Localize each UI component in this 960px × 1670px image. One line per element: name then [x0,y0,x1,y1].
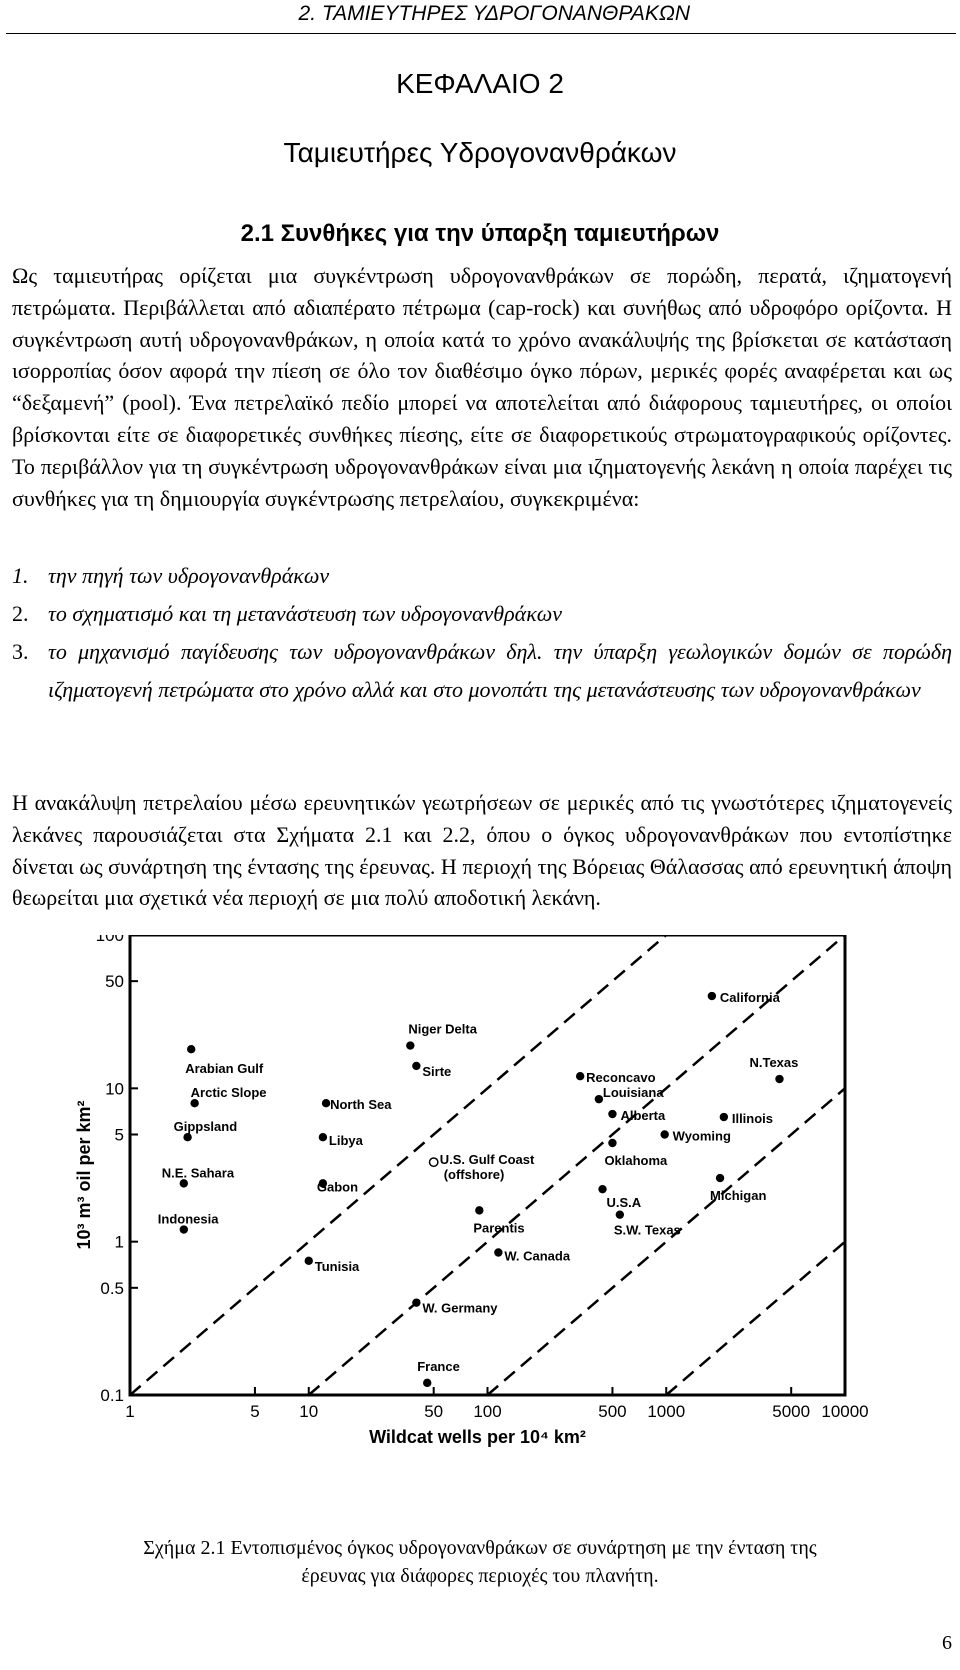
data-point [576,1072,584,1080]
x-tick-label: 100 [473,1402,502,1421]
x-tick-label: 10 [299,1402,319,1421]
point-label: Libya [328,1133,363,1149]
data-point [305,1257,313,1265]
figure-caption [0,1534,960,1590]
data-point [183,1133,191,1141]
data-point [412,1062,420,1070]
point-label: Alberta [620,1108,666,1124]
data-point [406,1041,414,1049]
point-label: N.Texas [749,1055,799,1071]
point-label: Parentis [473,1220,525,1236]
point-label: Oklahoma [604,1153,668,1169]
list-item-number: 3. [12,639,29,664]
data-point-open [429,1158,437,1166]
diagonal-line [666,935,960,1395]
page-number: 6 [942,1632,952,1654]
conditions-list [12,557,952,709]
caption-line-2: έρευνας για διάφορες περιοχές του πλανήτη. [301,1565,659,1587]
y-tick-label: 10 [105,1079,124,1099]
point-label: Illinois [731,1111,774,1127]
list-item-text: την πηγή των υδρογονανθράκων [48,563,330,588]
y-tick-label: 0.1 [100,1386,124,1405]
data-point [608,1110,616,1118]
y-tick-label: 0.5 [100,1278,124,1298]
y-tick-label: 5 [114,1125,124,1145]
data-point [660,1130,668,1138]
paragraph-intro: Ως ταμιευτήρας ορίζεται μια συγκέντρωση υδρογονανθράκων σε πορώδη, περατά, ιζηματογενή πετρώματα. Περιβάλλεται από αδιαπέρατο πέτρωμα (cap-rock) και συνήθως από υδροφόρο ορίζοντα. Η συγκέντρωση αυτή υδρογονανθράκων, η οποία κατά το χρόνο ανακάλυψής της βρίσκεται σε κατάσταση ισορροπίας όσον αφορά την πίεση σε όλο τον διαθέσιμο όγκο πόρων, μερικές φορές αναφέρεται και ως “δεξαμενή” (pool). Ένα πετρελαϊκό πεδίο μπορεί να αποτελείται από διάφορους ταμιευτήρες, οι οποίοι βρίσκονται είτε σε διαφορετικές συνθήκες πίεσης, είτε σε διαφορετικούς στρωματογραφικούς ορίζοντες. Το περιβάλλον για τη συγκέντρωση υδρογονανθράκων είναι μια ιζηματογενής λεκάνη η οποία παρέχει τις συνθήκες για τη δημιουργία συγκέντρωσης πετρελαίου, συγκεκριμένα: [12,263,952,511]
header-rule [6,33,956,34]
list-item-text: το σχηματισμό και τη μετανάστευση των υδρογονανθράκων [48,601,563,626]
caption-line-1: Σχήμα 2.1 Εντοπισμένος όγκος υδρογονανθράκων σε συνάρτηση με την ένταση της [143,1537,817,1559]
x-tick-label: 50 [424,1402,444,1421]
point-label: Arabian Gulf [185,1061,264,1077]
data-point [608,1139,616,1147]
y-tick-label: 50 [105,972,124,992]
data-point [180,1179,188,1187]
x-axis-label: Wildcat wells per 10⁴ km² [369,1427,586,1447]
point-label: Gabon [316,1179,359,1195]
y-tick-label: 1 [114,1232,124,1252]
point-label: California [719,990,780,1006]
list-item-number: 1. [12,563,29,588]
x-tick-label: 1000 [647,1402,686,1421]
point-label: W. Canada [504,1248,571,1264]
point-label: Michigan [710,1188,767,1204]
data-point [720,1113,728,1121]
point-label: Wyoming [672,1128,731,1144]
chapter-label: ΚΕΦΑΛΑΙΟ 2 [396,68,564,99]
data-point [187,1045,195,1053]
data-point [616,1210,624,1218]
point-label: W. Germany [422,1300,498,1316]
x-tick-label: 5000 [772,1402,811,1421]
data-point [598,1185,606,1193]
point-label: U.S. Gulf Coast [439,1152,535,1168]
scatter-chart [0,935,960,1525]
list-item-number: 2. [12,601,29,626]
point-label: France [417,1358,460,1374]
data-point [475,1206,483,1214]
list-item [12,557,952,595]
data-point [595,1095,603,1103]
x-tick-label: 10000 [821,1402,869,1421]
y-axis-label: 10³ m³ oil per km² [74,1100,94,1250]
point-label: Niger Delta [408,1021,477,1037]
data-point [190,1099,198,1107]
point-label: Sirte [422,1063,452,1079]
data-point [716,1174,724,1182]
running-title: 2. ΤΑΜΙΕΥΤΗΡΕΣ ΥΔΡΟΓΟΝΑΝΘΡΑΚΩΝ [298,2,690,25]
data-point [180,1225,188,1233]
x-tick-label: 1 [125,1402,135,1421]
point-label: Tunisia [314,1258,360,1274]
paragraph-discovery: Η ανακάλυψη πετρελαίου μέσω ερευνητικών γεωτρήσεων σε μερικές από τις γνωστότερες ιζηματογενείς λεκάνες παρουσιάζεται στα Σχήματα 2.1 και 2.2, όπου ο όγκος υδρογονανθράκων που εντοπίστηκε δίνεται ως συνάρτηση της έντασης της έρευνας. Η περιοχή της Βόρειας Θάλασσας από ερευνητική άποψη θεωρείται μια σχετικά νέα περιοχή σε μια πολύ αποδοτική λεκάνη. [12,790,952,911]
data-point [494,1248,502,1256]
point-label: (offshore) [443,1167,505,1183]
point-label: U.S.A [606,1195,642,1211]
point-label: Gippsland [173,1119,238,1135]
data-point [708,992,716,1000]
data-point [412,1298,420,1306]
x-tick-label: 500 [598,1402,627,1421]
list-item [12,633,952,709]
data-point [775,1075,783,1083]
chapter-title: Ταμιευτήρες Υδρογονανθράκων [283,137,677,168]
point-label: Louisiana [602,1085,664,1101]
point-label: Reconcavo [586,1070,656,1086]
x-tick-label: 5 [250,1402,260,1421]
y-tick-label: 100 [95,935,124,945]
point-label: North Sea [330,1097,392,1113]
point-label: Arctic Slope [190,1085,267,1101]
data-point [423,1379,431,1387]
list-item-text: το μηχανισμό παγίδευσης των υδρογονανθράκων δηλ. την ύπαρξη γεωλογικών δομών σε πορώδη ιζηματογενή πετρώματα στο χρόνο αλλά και στο μονοπάτι της μετανάστευσης των υδρογονανθράκων [48,639,952,702]
data-point [319,1133,327,1141]
data-point [322,1099,330,1107]
point-label: S.W. Texas [613,1222,681,1238]
list-item [12,595,952,633]
point-label: Indonesia [157,1211,219,1227]
figure-2-1 [0,935,960,1525]
section-title: 2.1 Συνθήκες για την ύπαρξη ταμιευτήρων [240,220,720,247]
point-label: N.E. Sahara [161,1165,235,1181]
